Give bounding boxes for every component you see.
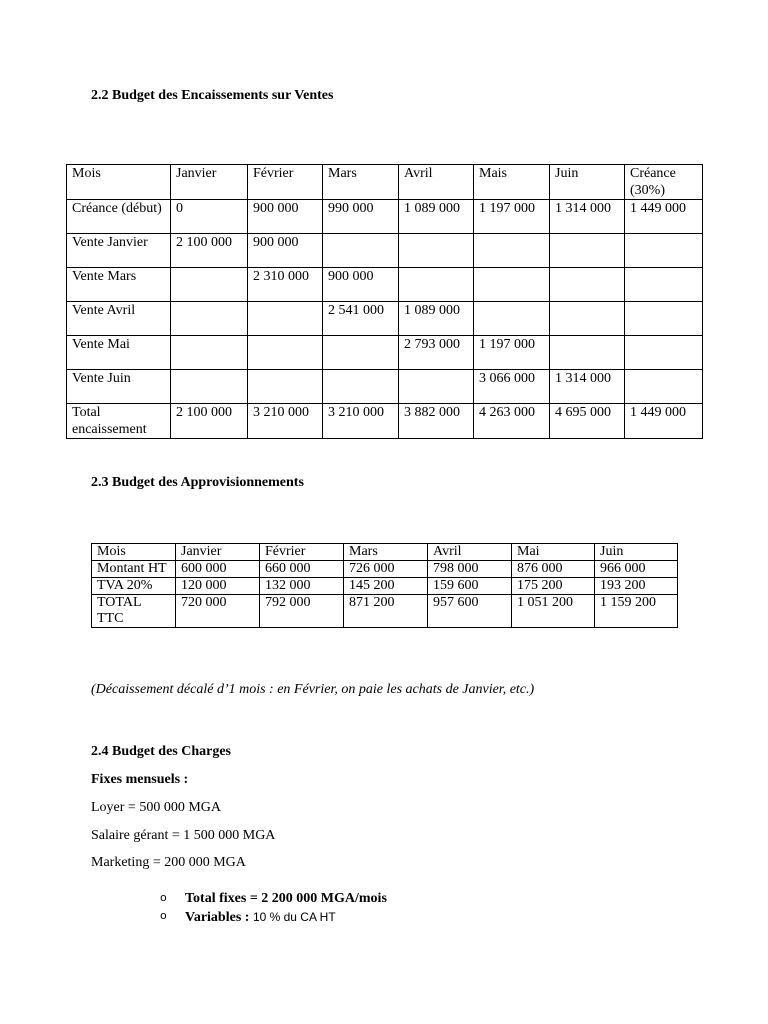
- approvisionnements-cell: 798 000: [428, 561, 512, 578]
- decaissement-note: (Décaissement décalé d’1 mois : en Février, on paie les achats de Janvier, etc.): [91, 682, 535, 697]
- approvisionnements-cell: 966 000: [595, 561, 678, 578]
- encaissements-cell: 2 100 000: [171, 404, 248, 439]
- encaissements-cell: 990 000: [323, 200, 399, 234]
- encaissements-cell: 3 210 000: [248, 404, 323, 439]
- encaissements-cell: 2 310 000: [248, 268, 323, 302]
- charge-line-salaire: Salaire gérant = 1 500 000 MGA: [91, 828, 276, 843]
- encaissements-cell: [323, 370, 399, 404]
- encaissements-cell: 3 210 000: [323, 404, 399, 439]
- total-fixes-label: Total fixes = 2 200 000 MGA/mois: [185, 891, 387, 906]
- encaissements-cell: 900 000: [248, 234, 323, 268]
- bullet-circle-icon: o: [160, 909, 167, 922]
- encaissements-cell: 2 100 000: [171, 234, 248, 268]
- section-title-approvisionnements: 2.3 Budget des Approvisionnements: [91, 475, 304, 490]
- encaissements-cell: [171, 268, 248, 302]
- encaissements-cell: [625, 268, 703, 302]
- encaissements-cell: 4 695 000: [550, 404, 625, 439]
- approvisionnements-row-label: Montant HT: [92, 561, 176, 578]
- approvisionnements-cell: 193 200: [595, 578, 678, 595]
- encaissements-header-cell: Avril: [399, 165, 474, 200]
- approvisionnements-cell: 1 051 200: [512, 595, 595, 628]
- encaissements-row: [67, 234, 703, 268]
- encaissements-cell: 1 089 000: [399, 302, 474, 336]
- section-title-charges: 2.4 Budget des Charges: [91, 744, 232, 759]
- encaissements-cell: [625, 370, 703, 404]
- encaissements-row-label: Créance (début): [67, 200, 171, 234]
- bullet-variables: [160, 908, 387, 927]
- encaissements-cell: [248, 302, 323, 336]
- encaissements-cell: 2 541 000: [323, 302, 399, 336]
- variables-value: 10 % du CA HT: [252, 910, 336, 924]
- encaissements-row: [67, 268, 703, 302]
- encaissements-cell: [474, 268, 550, 302]
- encaissements-cell: [550, 268, 625, 302]
- fixes-subtitle: Fixes mensuels :: [91, 772, 189, 787]
- encaissements-cell: 1 449 000: [625, 404, 703, 439]
- encaissements-header-cell: Mois: [67, 165, 171, 200]
- approvisionnements-row-label: TOTAL TTC: [92, 595, 176, 628]
- encaissements-row: [67, 336, 703, 370]
- encaissements-cell: 1 449 000: [625, 200, 703, 234]
- encaissements-cell: [550, 234, 625, 268]
- encaissements-cell: 2 793 000: [399, 336, 474, 370]
- approvisionnements-table: [91, 543, 678, 628]
- encaissements-cell: [323, 234, 399, 268]
- approvisionnements-cell: 1 159 200: [595, 595, 678, 628]
- approvisionnements-cell: 600 000: [176, 561, 260, 578]
- encaissements-row-label: Vente Janvier: [67, 234, 171, 268]
- encaissements-cell: [248, 370, 323, 404]
- encaissements-row: [67, 302, 703, 336]
- approvisionnements-cell: 120 000: [176, 578, 260, 595]
- encaissements-header-cell: Mars: [323, 165, 399, 200]
- encaissements-cell: [248, 336, 323, 370]
- approvisionnements-header-cell: Juin: [595, 544, 678, 561]
- approvisionnements-cell: 871 200: [344, 595, 428, 628]
- approvisionnements-header-cell: Février: [260, 544, 344, 561]
- variables-label: Variables :: [185, 910, 250, 925]
- approvisionnements-cell: 132 000: [260, 578, 344, 595]
- encaissements-cell: [323, 336, 399, 370]
- approvisionnements-row: [92, 595, 678, 628]
- encaissements-cell: 1 089 000: [399, 200, 474, 234]
- approvisionnements-header-cell: Mois: [92, 544, 176, 561]
- approvisionnements-header-cell: Avril: [428, 544, 512, 561]
- encaissements-cell: 3 882 000: [399, 404, 474, 439]
- approvisionnements-header-row: [92, 544, 678, 561]
- section-title-encaissements: 2.2 Budget des Encaissements sur Ventes: [91, 88, 334, 103]
- approvisionnements-header-cell: Mars: [344, 544, 428, 561]
- encaissements-cell: [399, 370, 474, 404]
- approvisionnements-row: [92, 561, 678, 578]
- approvisionnements-cell: 726 000: [344, 561, 428, 578]
- encaissements-cell: [171, 370, 248, 404]
- encaissements-header-cell: Créance (30%): [625, 165, 703, 200]
- encaissements-cell: 900 000: [248, 200, 323, 234]
- encaissements-cell: [399, 268, 474, 302]
- approvisionnements-row: [92, 578, 678, 595]
- encaissements-header-cell: Mais: [474, 165, 550, 200]
- approvisionnements-cell: 175 200: [512, 578, 595, 595]
- encaissements-cell: 4 263 000: [474, 404, 550, 439]
- encaissements-cell: 0: [171, 200, 248, 234]
- approvisionnements-row-label: TVA 20%: [92, 578, 176, 595]
- encaissements-row: [67, 404, 703, 439]
- charge-line-loyer: Loyer = 500 000 MGA: [91, 800, 221, 815]
- encaissements-cell: [171, 302, 248, 336]
- approvisionnements-cell: 159 600: [428, 578, 512, 595]
- encaissements-row-label: Total encaissement: [67, 404, 171, 439]
- encaissements-cell: [474, 302, 550, 336]
- encaissements-row-label: Vente Mai: [67, 336, 171, 370]
- approvisionnements-header-cell: Mai: [512, 544, 595, 561]
- encaissements-cell: [550, 336, 625, 370]
- encaissements-cell: [474, 234, 550, 268]
- bullet-circle-icon: o: [160, 891, 167, 904]
- encaissements-cell: 900 000: [323, 268, 399, 302]
- encaissements-cell: [625, 336, 703, 370]
- encaissements-cell: 1 197 000: [474, 200, 550, 234]
- approvisionnements-cell: 660 000: [260, 561, 344, 578]
- encaissements-table: [66, 164, 703, 439]
- encaissements-cell: [625, 302, 703, 336]
- encaissements-row: [67, 200, 703, 234]
- approvisionnements-cell: 145 200: [344, 578, 428, 595]
- encaissements-row-label: Vente Avril: [67, 302, 171, 336]
- charge-line-marketing: Marketing = 200 000 MGA: [91, 855, 246, 870]
- encaissements-row-label: Vente Juin: [67, 370, 171, 404]
- encaissements-cell: [171, 336, 248, 370]
- encaissements-cell: [625, 234, 703, 268]
- encaissements-row-label: Vente Mars: [67, 268, 171, 302]
- encaissements-header-row: [67, 165, 703, 200]
- charges-bullet-list: [160, 890, 387, 927]
- encaissements-header-cell: Février: [248, 165, 323, 200]
- encaissements-cell: 1 314 000: [550, 370, 625, 404]
- approvisionnements-cell: 720 000: [176, 595, 260, 628]
- bullet-total-fixes: [160, 890, 387, 908]
- encaissements-cell: [399, 234, 474, 268]
- encaissements-header-cell: Janvier: [171, 165, 248, 200]
- encaissements-cell: [550, 302, 625, 336]
- encaissements-cell: 1 197 000: [474, 336, 550, 370]
- encaissements-cell: 1 314 000: [550, 200, 625, 234]
- encaissements-header-cell: Juin: [550, 165, 625, 200]
- encaissements-cell: 3 066 000: [474, 370, 550, 404]
- approvisionnements-cell: 876 000: [512, 561, 595, 578]
- encaissements-row: [67, 370, 703, 404]
- approvisionnements-cell: 792 000: [260, 595, 344, 628]
- approvisionnements-cell: 957 600: [428, 595, 512, 628]
- approvisionnements-header-cell: Janvier: [176, 544, 260, 561]
